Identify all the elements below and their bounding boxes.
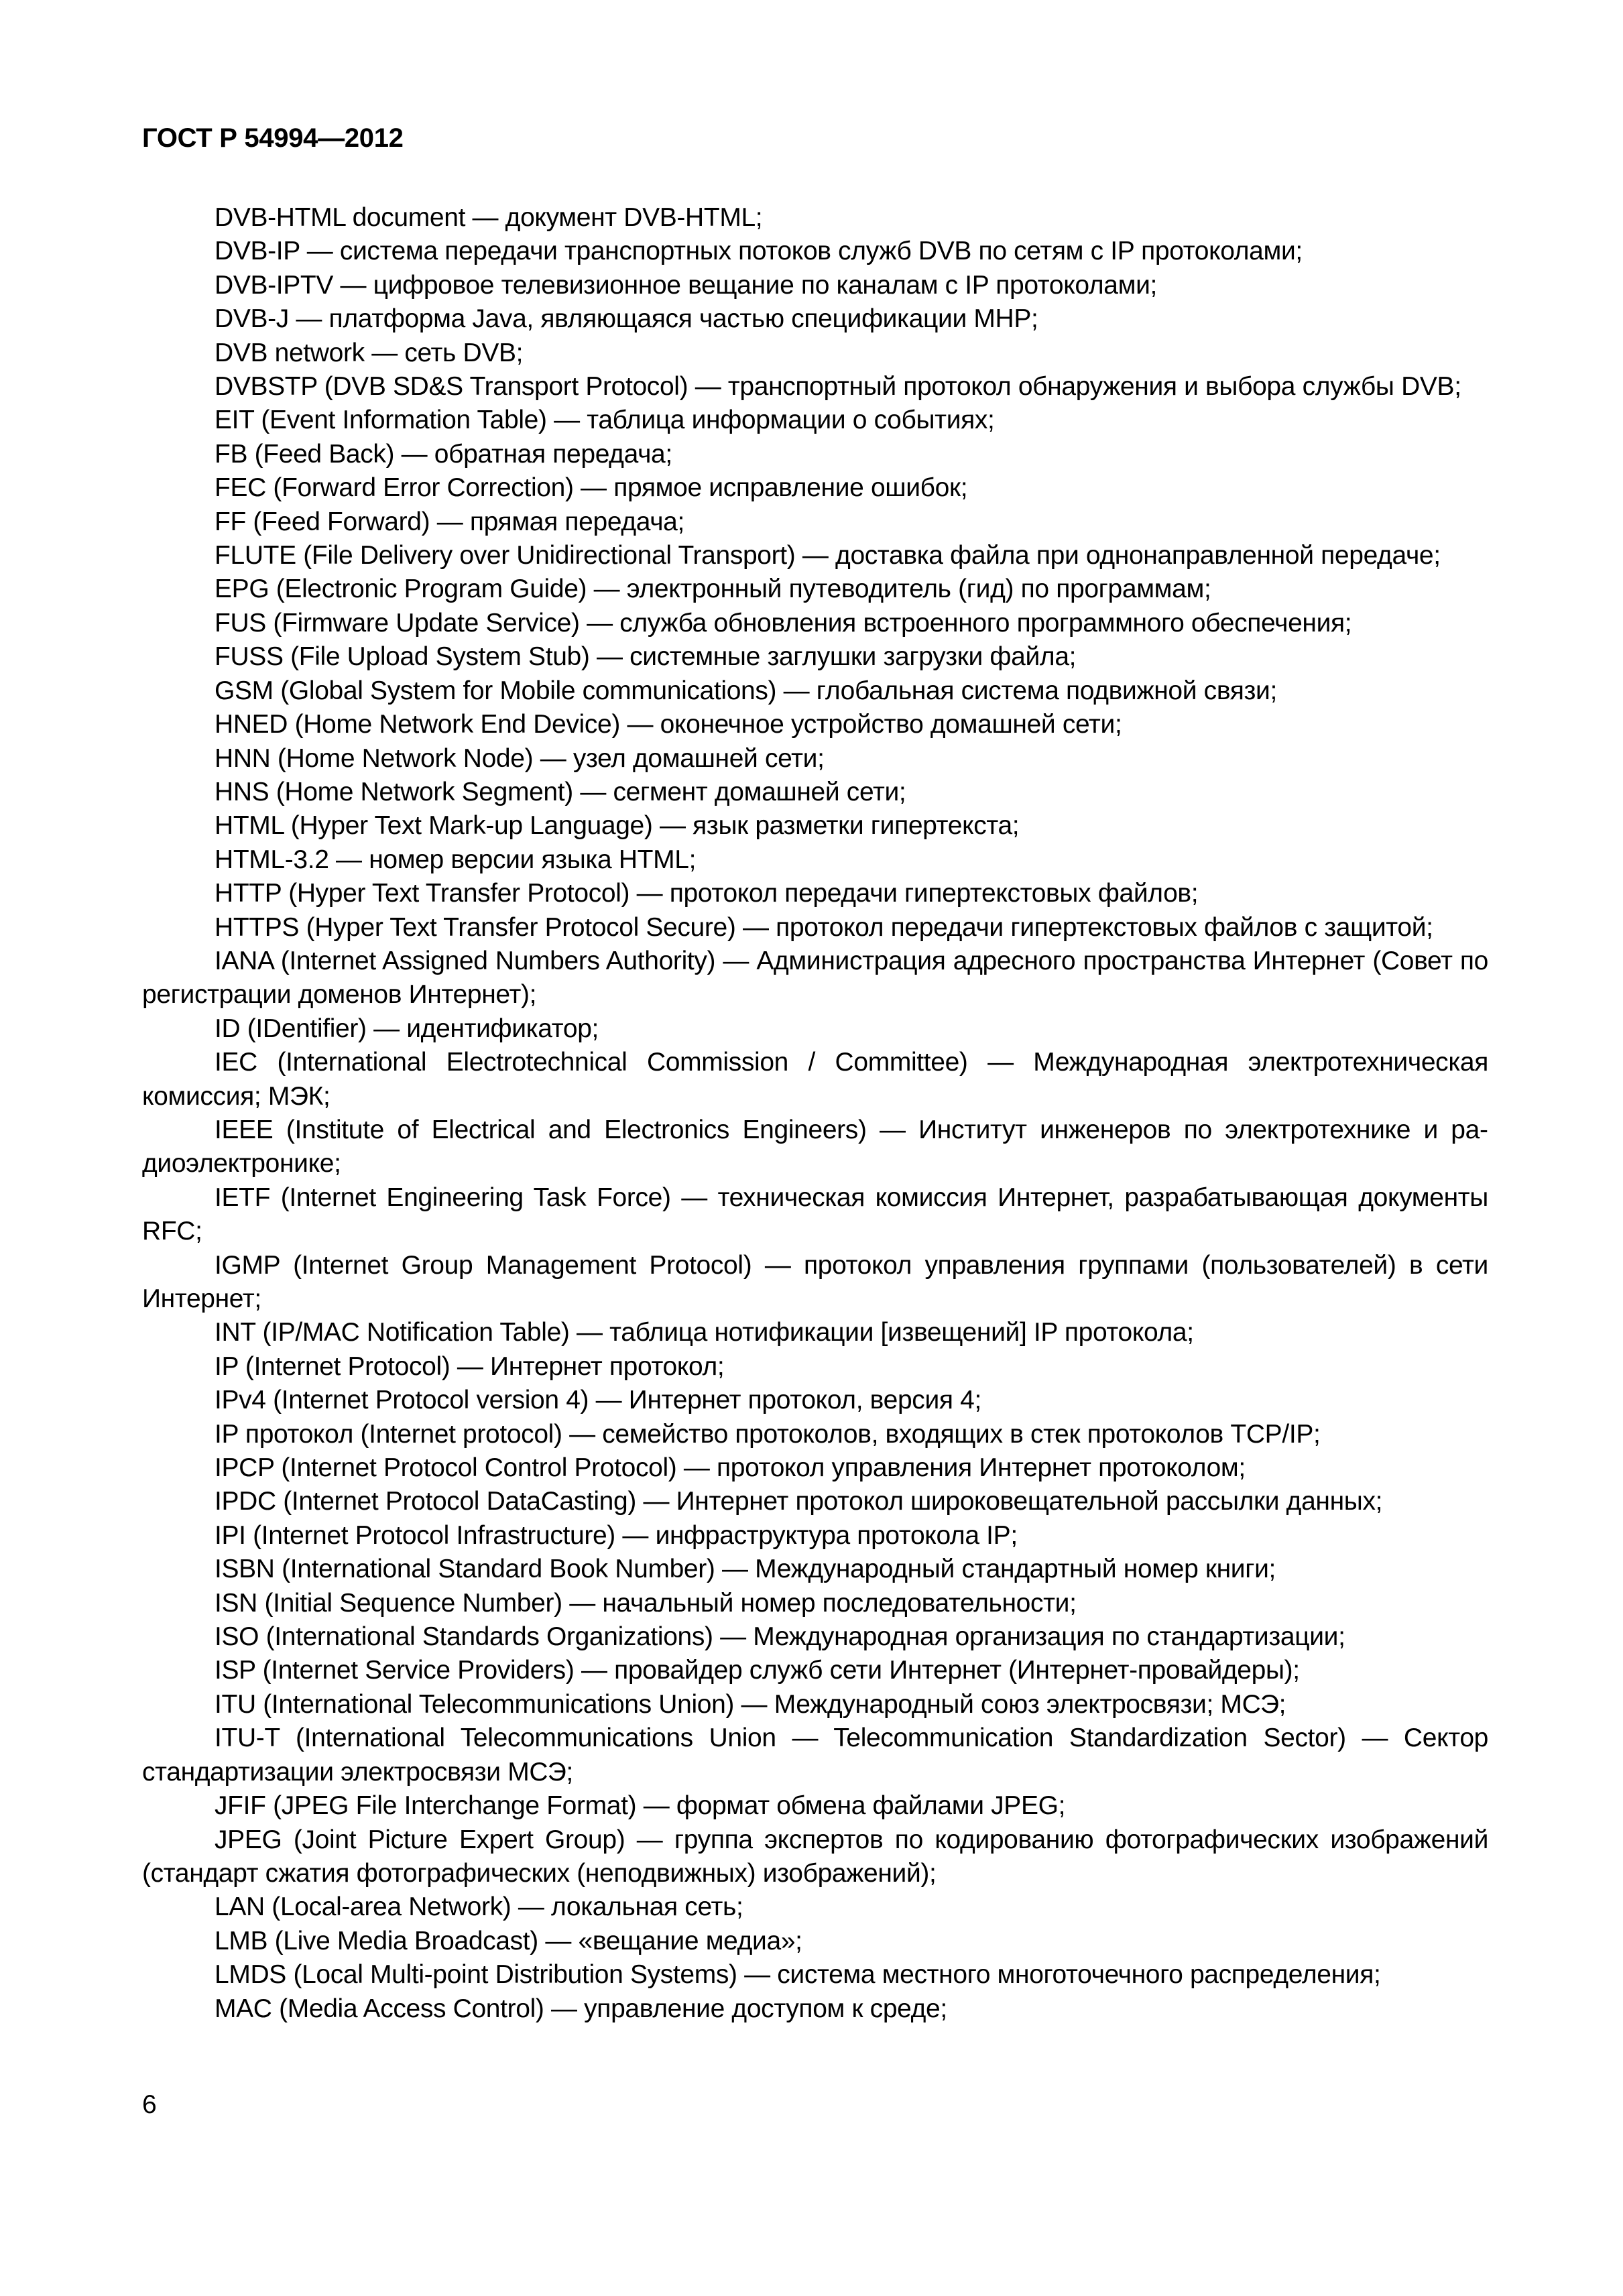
abbreviation-entry: IEEE (Institute of Electrical and Electronics Engineers) — Институт инженеров по электротехнике и радиоэлектронике; [142,1115,1488,1179]
abbreviation-entry: HNN (Home Network Node) — узел домашней сети; [215,743,825,773]
abbreviation-entry: IEC (International Electrotechnical Commission / Committee) — Международная электротехническая комиссия; МЭК; [142,1048,1488,1111]
abbreviation-entry: JFIF (JPEG File Interchange Format) — формат обмена файлами JPEG; [215,1791,1066,1821]
abbreviation-entry: DVB network — сеть DVB; [215,338,524,367]
abbreviation-entry: ISBN (International Standard Book Number) — Международный стандартный номер книги; [215,1555,1276,1584]
abbreviation-entry: ITU (International Telecommunications Union) — Международный союз электросвязи; МСЭ; [215,1689,1286,1719]
abbreviation-entry: DVB-J — платформа Java, являющаяся частью спецификации MHP; [215,304,1038,334]
abbreviation-entry: LMDS (Local Multi-point Distribution Systems) — система местного многоточечного распределения; [215,1960,1381,1990]
abbreviation-entry: GSM (Global System for Mobile communications) — глобальная система подвижной связи; [215,676,1277,705]
abbreviation-entry: JPEG (Joint Picture Expert Group) — группа экспертов по кодированию фотографических изображений (стандарт сжатия фотографических (неподвижных) изображений); [142,1825,1488,1888]
standard-designation-header: ГОСТ Р 54994—2012 [142,123,404,153]
abbreviation-entry: DVB-HTML document — документ DVB-HTML; [215,203,763,232]
abbreviation-entry: DVBSTP (DVB SD&S Transport Protocol) — транспортный протокол обнаружения и выбора службы DVB; [215,372,1461,402]
abbreviation-entry: HNED (Home Network End Device) — оконечное устройство домашней сети; [215,710,1122,739]
abbreviation-entry: IANA (Internet Assigned Numbers Authority) — Администрация адресного пространства Интернет (Совет по регистрации доменов Интернет); [142,946,1488,1010]
page-number: 6 [142,2090,157,2119]
abbreviation-entry: FF (Feed Forward) — прямая передача; [215,507,684,536]
abbreviation-entry: IPI (Internet Protocol Infrastructure) — инфраструктура протокола IP; [215,1520,1018,1550]
abbreviation-entry: IPCP (Internet Protocol Control Protocol) — протокол управления Интернет протоколом; [215,1453,1246,1483]
abbreviation-entry: ITU-T (International Telecommunications Union — Telecommunication Standardization Sector) — Сектор стандартизации электросвязи МСЭ; [142,1724,1488,1787]
abbreviation-entry: IP (Internet Protocol) — Интернет протокол; [215,1351,725,1381]
abbreviation-entry: IGMP (Internet Group Management Protocol) — протокол управления группами (пользователей) в сети Интернет; [142,1250,1488,1313]
abbreviation-entry: IPDC (Internet Protocol DataCasting) — Интернет протокол широковещательной рассылки данных; [215,1487,1383,1516]
abbreviation-entry: ISP (Internet Service Providers) — провайдер служб сети Интернет (Интернет-провайдеры); [215,1656,1300,1685]
abbreviation-entry: DVB-IPTV — цифровое телевизионное вещание по каналам с IP протоколами; [215,270,1157,300]
abbreviation-entry: ISO (International Standards Organizations) — Международная организация по стандартизации; [215,1622,1345,1652]
abbreviation-entry: INT (IP/MAC Notification Table) — таблица нотификации [извещений] IP протокола; [215,1318,1194,1347]
abbreviation-entry: FUS (Firmware Update Service) — служба обновления встроенного программного обеспечения; [215,608,1352,638]
abbreviation-entry: EIT (Event Information Table) — таблица информации о событиях; [215,406,995,435]
abbreviations-list [142,201,1488,2026]
abbreviation-entry: DVB-IP — система передачи транспортных потоков служб DVB по сетям с IP протоколами; [215,237,1303,266]
abbreviation-entry: ID (IDentifier) — идентификатор; [215,1014,599,1043]
abbreviation-entry: FEC (Forward Error Correction) — прямое исправление ошибок; [215,473,968,503]
abbreviation-entry: HTML (Hyper Text Mark-up Language) — язык разметки гипертекста; [215,811,1020,841]
abbreviation-entry: FUSS (File Upload System Stub) — системные заглушки загрузки файла; [215,642,1077,672]
abbreviation-entry: IP протокол (Internet protocol) — семейство протоколов, входящих в стек протоколов TCP/IP; [215,1419,1321,1449]
abbreviation-entry: HTTPS (Hyper Text Transfer Protocol Secure) — протокол передачи гипертекстовых файлов с защитой; [215,912,1433,942]
abbreviation-entry: ISN (Initial Sequence Number) — начальный номер последовательности; [215,1588,1077,1618]
abbreviation-entry: HTML-3.2 — номер версии языка HTML; [215,845,697,874]
abbreviation-entry: FLUTE (File Delivery over Unidirectional Transport) — доставка файла при однонаправленной передаче; [215,541,1441,570]
abbreviation-entry: HTTP (Hyper Text Transfer Protocol) — протокол передачи гипертекстовых файлов; [215,879,1199,908]
abbreviation-entry: IETF (Internet Engineering Task Force) — техническая комиссия Интернет, разрабатывающая документы RFC; [142,1183,1488,1246]
abbreviation-entry: LMB (Live Media Broadcast) — «вещание медиа»; [215,1926,802,1955]
abbreviation-entry: EPG (Electronic Program Guide) — электронный путеводитель (гид) по программам; [215,575,1211,604]
abbreviation-entry: LAN (Local-area Network) — локальная сеть; [215,1892,743,1922]
abbreviation-entry: FB (Feed Back) — обратная передача; [215,439,672,469]
abbreviation-entry: MAC (Media Access Control) — управление доступом к среде; [215,1994,947,2023]
abbreviation-entry: IPv4 (Internet Protocol version 4) — Интернет протокол, версия 4; [215,1386,981,1415]
abbreviation-entry: HNS (Home Network Segment) — сегмент домашней сети; [215,777,906,806]
